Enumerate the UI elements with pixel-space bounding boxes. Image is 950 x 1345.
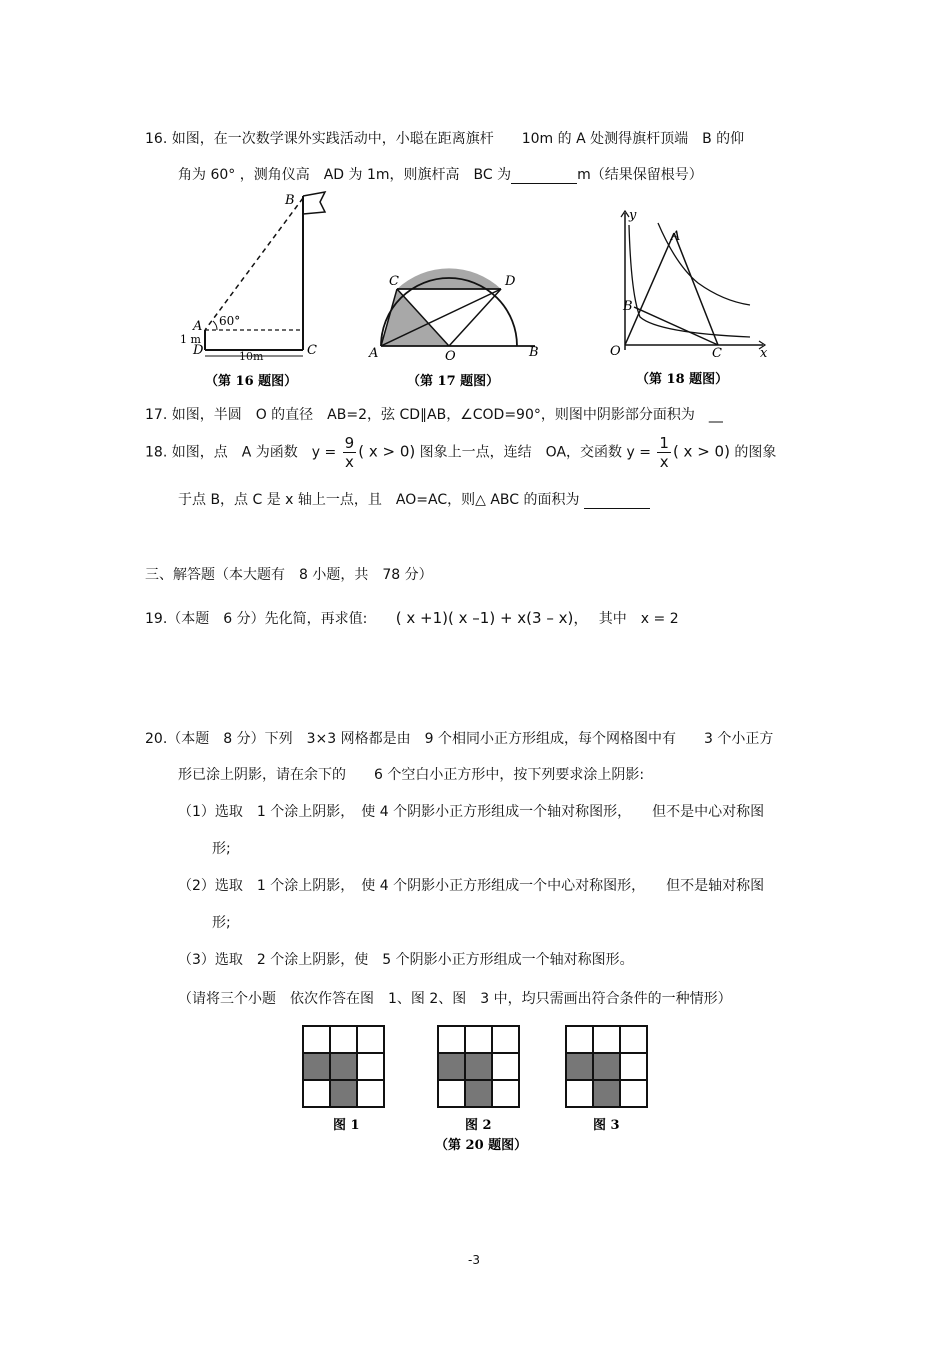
- fig17-label-b: B: [529, 345, 539, 360]
- fig17-label-c: C: [389, 274, 399, 289]
- q16-line2: [178, 164, 703, 184]
- grid-1-cell-shaded: [330, 1080, 357, 1107]
- angle-arc: [213, 321, 217, 330]
- fig18-label-o: O: [610, 344, 621, 359]
- q20-item2-cont: 形;: [212, 915, 231, 931]
- q20-item1: （1）选取 1 个涂上阴影， 使 4 个阴影小正方形组成一个轴对称图形， 但不是中心对称图: [178, 804, 765, 820]
- q18-fraction-2: [657, 434, 671, 471]
- fig17-label-a: A: [369, 346, 379, 361]
- fig17-label-d: D: [505, 274, 516, 289]
- q18-line1: [145, 434, 776, 471]
- grid-2-cell[interactable]: [465, 1026, 492, 1053]
- curve-1-over-x: [629, 225, 750, 337]
- q20-line1: 20.（本题 8 分）下列 3×3 网格都是由 9 个相同小正方形组成，每个网格图中有 3 个小正方: [145, 731, 774, 747]
- fig16-angle: 60°: [219, 314, 241, 328]
- grid-3-cell[interactable]: [620, 1080, 647, 1107]
- grid-2[interactable]: [438, 1026, 519, 1107]
- q20-item3: （3）选取 2 个涂上阴影，使 5 个阴影小正方形组成一个轴对称图形。: [178, 952, 634, 968]
- grid-3-cell-shaded: [566, 1053, 593, 1080]
- grid-2-cell-shaded: [465, 1080, 492, 1107]
- q18-prefix: 18. 如图，点 A 为函数 y =: [145, 444, 337, 461]
- section-3-title: 三、解答题（本大题有 8 小题，共 78 分）: [145, 567, 433, 583]
- q18-cond1: ( x > 0): [358, 442, 416, 461]
- q17-text: 17. 如图，半圆 O 的直径 AB=2，弦 CD∥AB，∠COD=90°，则图中阴影部分面积为 __: [145, 407, 723, 423]
- q19-expression: ( x +1)( x –1) + x(3 – x)，: [395, 609, 589, 627]
- grid-3-cell[interactable]: [566, 1080, 593, 1107]
- fig18-label-b: B: [623, 299, 633, 314]
- fig16-label-b: B: [285, 193, 295, 208]
- fig18-label-x: x: [760, 346, 768, 361]
- q16-line2-a: 角为 60° ，测角仪高 AD 为 1m，则旗杆高 BC 为: [178, 167, 512, 183]
- fig17-caption: （第 17 题图）: [407, 374, 500, 389]
- q18-line2-text: 于点 B，点 C 是 x 轴上一点，且 AO=AC，则△ ABC 的面积为: [178, 492, 580, 508]
- grid-2-cell[interactable]: [492, 1053, 519, 1080]
- q16-line1: 16. 如图，在一次数学课外实践活动中，小聪在距离旗杆 10m 的 A 处测得旗杆顶端 B 的仰: [145, 131, 745, 147]
- q18-fraction-1: [343, 434, 357, 471]
- grid-1[interactable]: [303, 1026, 384, 1107]
- fig20-label-2: 图 2: [465, 1118, 492, 1133]
- figure-18: [598, 205, 778, 393]
- grid-2-cell[interactable]: [438, 1026, 465, 1053]
- q19-tail: 其中 x = 2: [598, 611, 679, 627]
- grid-3-cell[interactable]: [620, 1053, 647, 1080]
- figure-20: [295, 1018, 695, 1158]
- grid-1-cell-shaded: [330, 1053, 357, 1080]
- fig20-caption: （第 20 题图）: [435, 1138, 528, 1153]
- fig16-height: 1 m: [180, 333, 201, 346]
- grid-1-cell-shaded: [303, 1053, 330, 1080]
- fig18-label-y: y: [629, 208, 637, 223]
- grid-2-cell[interactable]: [492, 1026, 519, 1053]
- q20-line2: 形已涂上阴影，请在余下的 6 个空白小正方形中，按下列要求涂上阴影:: [178, 767, 645, 783]
- fig16-caption: （第 16 题图）: [205, 374, 298, 389]
- figure-17: [365, 268, 550, 393]
- fig18-label-a: A: [671, 229, 681, 244]
- grid-1-cell[interactable]: [330, 1026, 357, 1053]
- grid-1-cell[interactable]: [303, 1026, 330, 1053]
- fig16-label-a: A: [193, 319, 203, 334]
- grid-3-cell[interactable]: [593, 1026, 620, 1053]
- grid-3-cell[interactable]: [620, 1026, 647, 1053]
- q19-text: 19.（本题 6 分）先化简，再求值:: [145, 611, 368, 627]
- grid-2-cell-shaded: [465, 1053, 492, 1080]
- grid-3-cell-shaded: [593, 1053, 620, 1080]
- q18-frac2-den: x: [659, 453, 669, 471]
- fig18-caption: （第 18 题图）: [636, 372, 729, 387]
- fig20-label-3: 图 3: [593, 1118, 620, 1133]
- grid-1-cell[interactable]: [357, 1080, 384, 1107]
- shaded-triangle: [381, 289, 449, 346]
- q18-frac1-den: x: [345, 453, 354, 471]
- page-number: -3: [468, 1253, 480, 1267]
- grid-3[interactable]: [566, 1026, 647, 1107]
- fig16-distance: 10m: [239, 350, 264, 363]
- flag: [303, 192, 325, 214]
- grid-2-cell-shaded: [438, 1053, 465, 1080]
- fig18-label-c: C: [712, 346, 722, 361]
- grid-2-cell[interactable]: [492, 1080, 519, 1107]
- q19-line: [145, 607, 679, 628]
- q18-middle: 图象上一点，连结 OA，交函数 y =: [415, 444, 651, 461]
- q16-answer-blank[interactable]: [511, 167, 577, 184]
- fig20-label-1: 图 1: [333, 1118, 360, 1133]
- q18-frac1-num: 9: [344, 434, 355, 452]
- q18-frac2-num: 1: [659, 434, 669, 452]
- grid-1-cell[interactable]: [303, 1080, 330, 1107]
- figure-16: [175, 188, 335, 393]
- q18-cond2: ( x > 0): [672, 442, 730, 461]
- grid-3-cell[interactable]: [566, 1026, 593, 1053]
- segment-od: [449, 289, 501, 346]
- fig16-label-d: D: [193, 343, 204, 358]
- fig16-label-c: C: [307, 343, 317, 358]
- q20-note: （请将三个小题 依次作答在图 1、图 2、图 3 中，均只需画出符合条件的一种情形）: [178, 991, 732, 1007]
- q20-item2: （2）选取 1 个涂上阴影， 使 4 个阴影小正方形组成一个中心对称图形， 但不是轴对称图: [178, 878, 765, 894]
- q20-item1-cont: 形;: [212, 841, 231, 857]
- q18-line2: [178, 489, 650, 509]
- sight-line: [205, 198, 303, 330]
- grid-1-cell[interactable]: [357, 1053, 384, 1080]
- grid-3-cell-shaded: [593, 1080, 620, 1107]
- grid-1-cell[interactable]: [357, 1026, 384, 1053]
- q18-answer-blank[interactable]: [584, 492, 650, 509]
- grid-2-cell[interactable]: [438, 1080, 465, 1107]
- fig17-label-o: O: [445, 349, 456, 364]
- q16-line2-b: m（结果保留根号）: [577, 167, 703, 183]
- q18-suffix: 的图象: [729, 444, 777, 461]
